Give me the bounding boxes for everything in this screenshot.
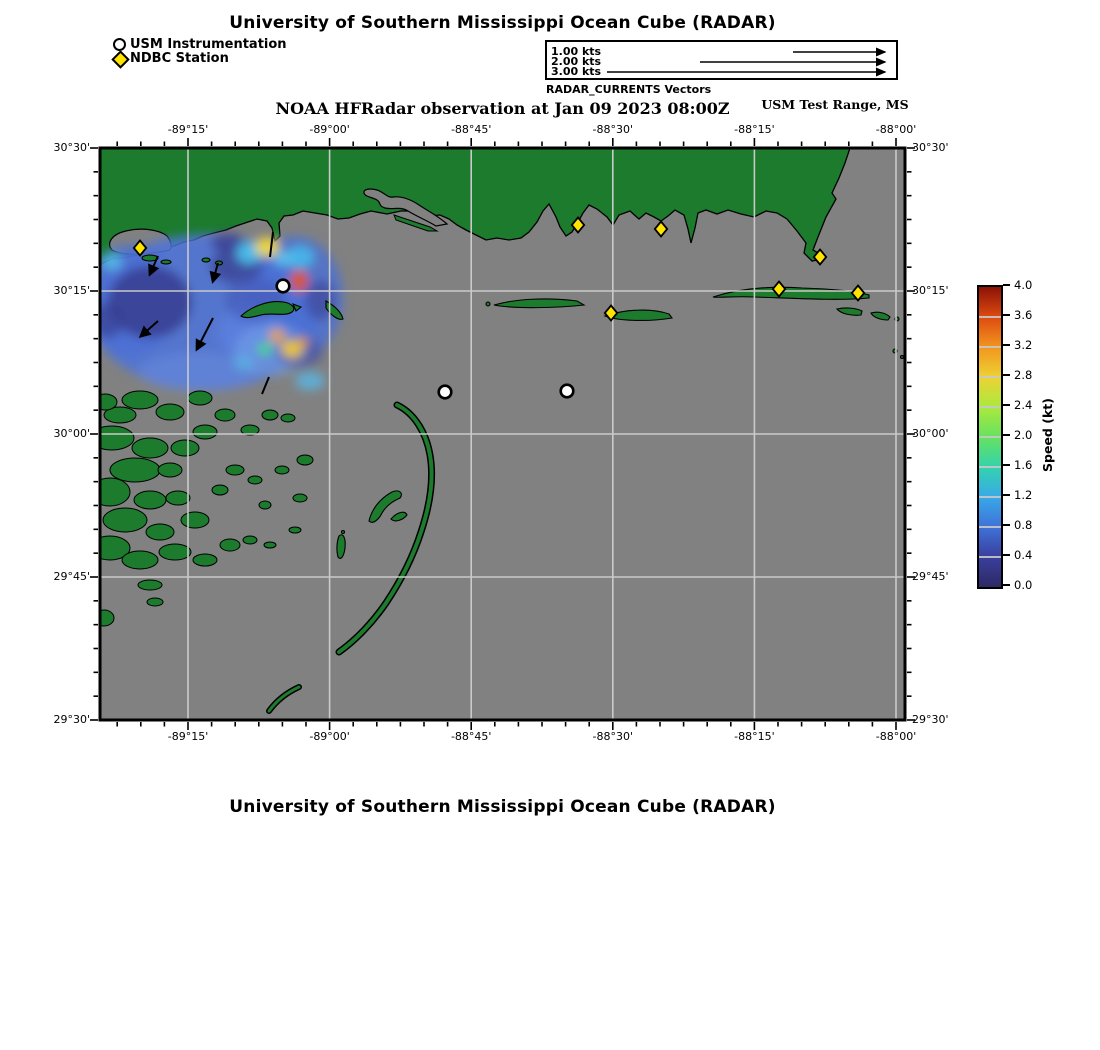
lat-tick-label: 29°30'	[912, 713, 949, 726]
marsh-island	[159, 544, 191, 560]
range-label: USM Test Range, MS	[761, 97, 909, 112]
marsh-island	[193, 425, 217, 439]
colorbar-gridline	[979, 556, 1001, 558]
colorbar-gridline	[979, 376, 1001, 378]
marsh-island	[212, 485, 228, 495]
colorbar-title: Speed (kt)	[1040, 398, 1055, 472]
colorbar-tick	[1003, 284, 1010, 286]
colorbar-tick	[1003, 584, 1010, 586]
colorbar-gridline	[979, 496, 1001, 498]
speed-blob	[258, 343, 272, 355]
marsh-island	[147, 598, 163, 606]
colorbar-tick	[1003, 464, 1010, 466]
scale-box-caption: RADAR_CURRENTS Vectors	[546, 83, 712, 96]
lat-tick-label: 30°00'	[53, 427, 90, 440]
usm-station-marker	[439, 386, 452, 399]
marsh-island	[289, 527, 301, 533]
lat-tick-label: 29°30'	[53, 713, 90, 726]
colorbar-tick-label: 4.0	[1014, 278, 1033, 292]
islet-vertical	[337, 535, 345, 559]
colorbar-tick	[1003, 344, 1010, 346]
colorbar-gridline	[979, 436, 1001, 438]
marsh-island	[215, 409, 235, 421]
colorbar-tick	[1003, 404, 1010, 406]
scale-row-1-label: 1.00 kts	[551, 45, 602, 58]
colorbar-tick-label: 2.8	[1014, 368, 1033, 382]
marsh-island	[146, 524, 174, 540]
marsh-island	[138, 580, 162, 590]
colorbar-tick-label: 1.6	[1014, 458, 1033, 472]
marsh-island	[122, 551, 158, 569]
speed-colorbar	[977, 285, 1003, 589]
marsh-island	[110, 458, 160, 482]
marsh-island	[262, 410, 278, 420]
colorbar-tick-label: 1.2	[1014, 488, 1033, 502]
lon-tick-label: -89°15'	[167, 123, 209, 136]
marsh-island	[94, 610, 114, 626]
colorbar-gridline	[979, 466, 1001, 468]
marsh-island	[275, 466, 289, 474]
colorbar-tick	[1003, 494, 1010, 496]
legend-item-usm: USM Instrumentation	[130, 37, 287, 52]
colorbar-tick	[1003, 554, 1010, 556]
colorbar-tick	[1003, 524, 1010, 526]
lat-tick-label: 29°45'	[912, 570, 949, 583]
speed-blob	[297, 337, 309, 347]
marsh-island	[248, 476, 262, 484]
colorbar-tick-label: 0.8	[1014, 518, 1033, 532]
observation-title: NOAA HFRadar observation at Jan 09 2023 08:00Z	[275, 99, 730, 118]
colorbar-tick	[1003, 374, 1010, 376]
colorbar-tick-label: 0.0	[1014, 578, 1033, 592]
lat-tick-label: 29°45'	[53, 570, 90, 583]
marsh-island	[220, 539, 240, 551]
marsh-island	[103, 508, 147, 532]
colorbar-tick-label: 2.4	[1014, 398, 1033, 412]
marsh-island	[193, 554, 217, 566]
colorbar-gridline	[979, 526, 1001, 528]
lon-tick-label: -88°45'	[450, 730, 492, 743]
marsh-island	[243, 536, 257, 544]
page-title: University of Southern Mississippi Ocean Cube (RADAR)	[229, 13, 776, 33]
lon-tick-label: -88°00'	[875, 123, 917, 136]
speed-blob	[290, 270, 308, 292]
marsh-island	[297, 455, 313, 465]
scale-row-3-label: 3.00 kts	[551, 65, 602, 78]
islet	[161, 260, 171, 264]
speed-blob	[93, 302, 123, 338]
scale-row-2-label: 2.00 kts	[551, 55, 602, 68]
colorbar-gridline	[979, 316, 1001, 318]
usm-station-marker	[561, 385, 574, 398]
marsh-island	[156, 404, 184, 420]
colorbar-tick-label: 0.4	[1014, 548, 1033, 562]
speed-blob	[102, 254, 122, 270]
marsh-island	[226, 465, 244, 475]
lon-tick-label: -88°30'	[592, 730, 634, 743]
lon-tick-label: -88°00'	[875, 730, 917, 743]
colorbar-tick-label: 3.6	[1014, 308, 1033, 322]
marsh-island	[171, 440, 199, 456]
lat-tick-label: 30°00'	[912, 427, 949, 440]
colorbar-gridline	[979, 346, 1001, 348]
speed-blob	[269, 329, 285, 343]
lon-tick-label: -89°15'	[167, 730, 209, 743]
lat-tick-label: 30°15'	[53, 284, 90, 297]
speed-blob	[255, 237, 279, 257]
marsh-island	[293, 494, 307, 502]
colorbar-tick	[1003, 314, 1010, 316]
marsh-island	[134, 491, 166, 509]
islet	[216, 261, 223, 265]
marsh-island	[122, 391, 158, 409]
lat-tick-label: 30°30'	[53, 141, 90, 154]
lon-tick-label: -88°45'	[450, 123, 492, 136]
marsh-island	[90, 426, 134, 450]
speed-blob	[233, 355, 253, 371]
marsh-island	[158, 463, 182, 477]
speed-blob	[274, 252, 292, 266]
marsh-island	[181, 512, 209, 528]
marsh-island	[93, 394, 117, 410]
marsh-island	[188, 391, 212, 405]
bottom-title: University of Southern Mississippi Ocean Cube (RADAR)	[229, 797, 776, 817]
colorbar-tick-label: 2.0	[1014, 428, 1033, 442]
colorbar-gridline	[979, 406, 1001, 408]
colorbar-tick	[1003, 434, 1010, 436]
legend-item-ndbc: NDBC Station	[130, 51, 229, 66]
lon-tick-label: -89°00'	[309, 730, 350, 743]
usm-station-marker	[277, 280, 290, 293]
marsh-island	[166, 491, 190, 505]
marsh-island	[264, 542, 276, 548]
lon-tick-label: -88°15'	[734, 730, 775, 743]
lat-tick-label: 30°15'	[912, 284, 949, 297]
lon-tick-label: -89°00'	[309, 123, 350, 136]
islet	[202, 258, 210, 262]
colorbar-tick-label: 3.2	[1014, 338, 1033, 352]
marsh-island	[259, 501, 271, 509]
lat-tick-label: 30°30'	[912, 141, 949, 154]
marsh-island	[281, 414, 295, 422]
lon-tick-label: -88°30'	[592, 123, 634, 136]
islet	[486, 302, 490, 306]
speed-blob	[295, 372, 325, 390]
marsh-island	[132, 438, 168, 458]
lon-tick-label: -88°15'	[734, 123, 775, 136]
islet	[342, 531, 345, 534]
islet	[901, 356, 904, 359]
